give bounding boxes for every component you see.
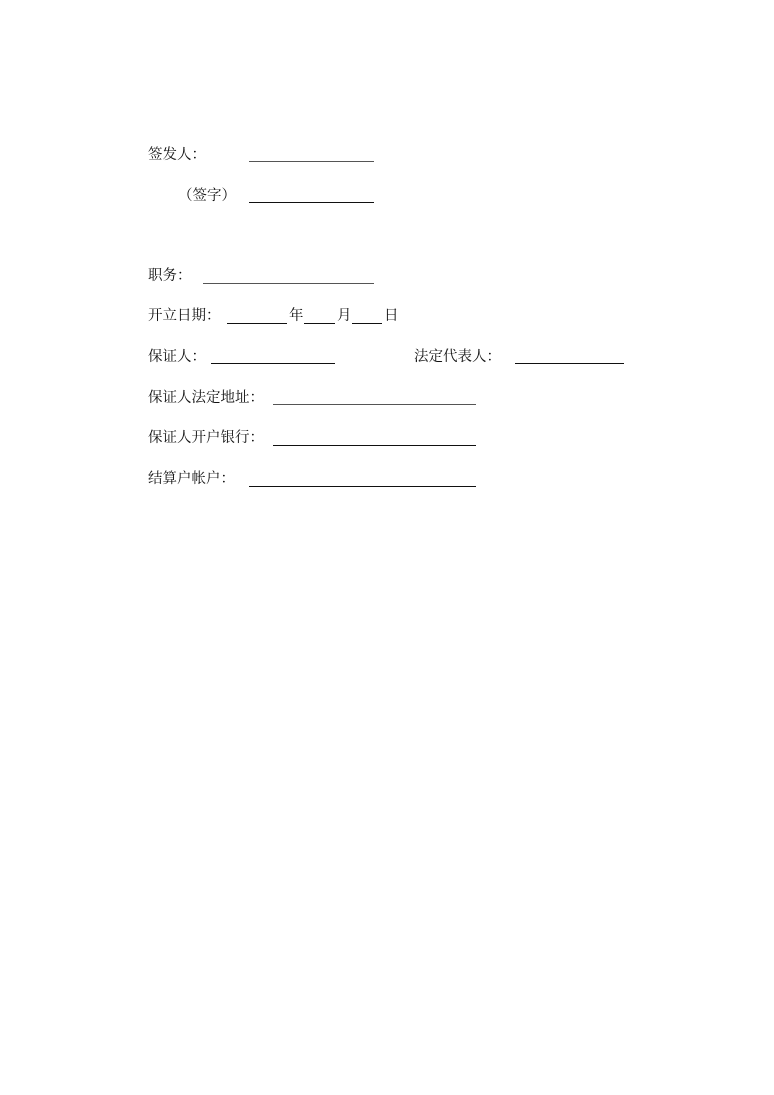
issue-date-label: 开立日期：	[148, 308, 221, 324]
day-blank[interactable]	[352, 323, 382, 324]
month-blank[interactable]	[304, 323, 335, 324]
year-label: 年	[289, 308, 304, 324]
position-label: 职务：	[148, 268, 192, 284]
guarantor-bank-blank[interactable]	[273, 445, 476, 446]
day-label: 日	[384, 308, 399, 324]
issuer-blank[interactable]	[249, 161, 374, 162]
guarantor-label: 保证人：	[148, 349, 206, 365]
signature-blank[interactable]	[249, 202, 374, 203]
guarantor-address-blank[interactable]	[273, 404, 476, 405]
guarantor-address-label: 保证人法定地址：	[148, 390, 264, 406]
legal-rep-label: 法定代表人：	[414, 349, 501, 365]
legal-rep-blank[interactable]	[515, 363, 624, 364]
signature-label: （签字）	[178, 188, 236, 204]
issuer-label: 签发人：	[148, 147, 206, 163]
position-blank[interactable]	[203, 283, 374, 284]
settlement-account-blank[interactable]	[249, 486, 476, 487]
month-label: 月	[337, 308, 352, 324]
year-blank[interactable]	[227, 323, 287, 324]
guarantor-blank[interactable]	[211, 363, 335, 364]
settlement-account-label: 结算户帐户：	[148, 471, 235, 487]
guarantor-bank-label: 保证人开户银行：	[148, 430, 264, 446]
